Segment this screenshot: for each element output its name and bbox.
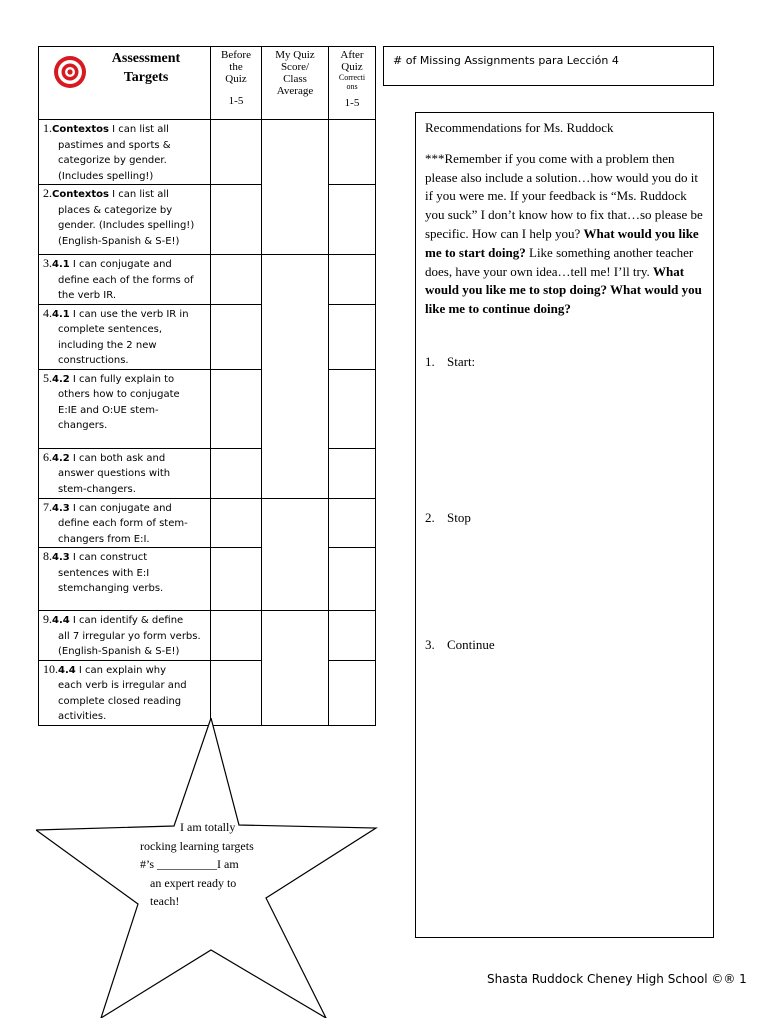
continue-item[interactable]: 3. Continue xyxy=(425,637,495,652)
after-quiz-header: After Quiz Correcti ons 1-5 xyxy=(329,47,376,120)
table-row xyxy=(39,498,376,548)
recommendations-instructions: ***Remember if you come with a problem then please also include a solution…how would you do it if you were me. If your feedback is “Ms. Ruddock you suck” I don’t know how to fix that…so please be specific. How can I help you? What would you like me to start doing? Like something another teacher does, have your own idea…tell me! I’ll try. What would you like me to stop doing? What would you like me to continue doing? xyxy=(425,150,703,317)
quiz-score-cell[interactable] xyxy=(262,255,329,499)
quiz-score-cell[interactable] xyxy=(262,498,329,611)
before-quiz-cell[interactable] xyxy=(211,611,262,661)
after-quiz-cell[interactable] xyxy=(329,660,376,725)
before-quiz-cell[interactable] xyxy=(211,255,262,305)
before-quiz-cell[interactable] xyxy=(211,448,262,498)
target-cell: 4.4.1 I can use the verb IR in complete sentences, including the 2 new constructions. xyxy=(39,304,211,369)
target-cell: 5.4.2 I can fully explain to others how to conjugate E:IE and O:UE stem- changers. xyxy=(39,369,211,448)
footer: Shasta Ruddock Cheney High School ©® 1 xyxy=(487,972,747,986)
stop-item[interactable]: 2. Stop xyxy=(425,510,471,525)
start-item[interactable]: 1. Start: xyxy=(425,354,476,369)
before-quiz-cell[interactable] xyxy=(211,120,262,185)
table-row xyxy=(39,255,376,305)
after-quiz-cell[interactable] xyxy=(329,304,376,369)
quiz-score-cell[interactable] xyxy=(262,611,329,726)
target-cell: 8.4.3 I can construct sentences with E:I stemchanging verbs. xyxy=(39,548,211,611)
before-quiz-cell[interactable] xyxy=(211,660,262,725)
quiz-score-header: My Quiz Score/ Class Average xyxy=(262,47,329,120)
assessment-targets-header xyxy=(39,47,211,120)
assessment-targets-title: Assessment Targets xyxy=(111,51,181,85)
target-cell: 7.4.3 I can conjugate and define each form of stem- changers from E:I. xyxy=(39,498,211,548)
star-text[interactable]: I am totally rocking learning targets #’s __________I am an expert ready to teach! xyxy=(140,820,254,908)
before-quiz-cell[interactable] xyxy=(211,498,262,548)
target-cell: 6.4.2 I can both ask and answer questions with stem-changers. xyxy=(39,448,211,498)
before-quiz-cell[interactable] xyxy=(211,548,262,611)
before-quiz-cell[interactable] xyxy=(211,185,262,255)
after-quiz-cell[interactable] xyxy=(329,498,376,548)
table-row xyxy=(39,611,376,661)
before-quiz-cell[interactable] xyxy=(211,369,262,448)
recommendations-title: Recommendations for Ms. Ruddock xyxy=(425,120,614,135)
target-icon xyxy=(53,55,87,89)
before-quiz-cell[interactable] xyxy=(211,304,262,369)
target-cell: 1.Contextos I can list all pastimes and sports & categorize by gender. (Includes spelling!) xyxy=(39,120,211,185)
target-cell: 10.4.4 I can explain why each verb is irregular and complete closed reading activities. xyxy=(39,660,211,725)
target-cell: 2.Contextos I can list all places & categorize by gender. (Includes spelling!) (English-Spanish & S-E!) xyxy=(39,185,211,255)
target-cell: 9.4.4 I can identify & define all 7 irregular yo form verbs. (English-Spanish & S-E!) xyxy=(39,611,211,661)
after-quiz-cell[interactable] xyxy=(329,369,376,448)
missing-assignments-label: # of Missing Assignments para Lección 4 xyxy=(393,54,619,67)
before-quiz-header: Before the Quiz 1-5 xyxy=(211,47,262,120)
after-quiz-cell[interactable] xyxy=(329,448,376,498)
target-cell: 3.4.1 I can conjugate and define each of the forms of the verb IR. xyxy=(39,255,211,305)
after-quiz-cell[interactable] xyxy=(329,548,376,611)
after-quiz-cell[interactable] xyxy=(329,185,376,255)
after-quiz-cell[interactable] xyxy=(329,120,376,185)
recommendations-box[interactable] xyxy=(415,112,714,938)
after-quiz-cell[interactable] xyxy=(329,611,376,661)
after-quiz-cell[interactable] xyxy=(329,255,376,305)
quiz-score-cell[interactable] xyxy=(262,120,329,255)
assessment-table xyxy=(38,46,376,726)
missing-assignments-box[interactable] xyxy=(383,46,714,86)
table-row xyxy=(39,120,376,185)
